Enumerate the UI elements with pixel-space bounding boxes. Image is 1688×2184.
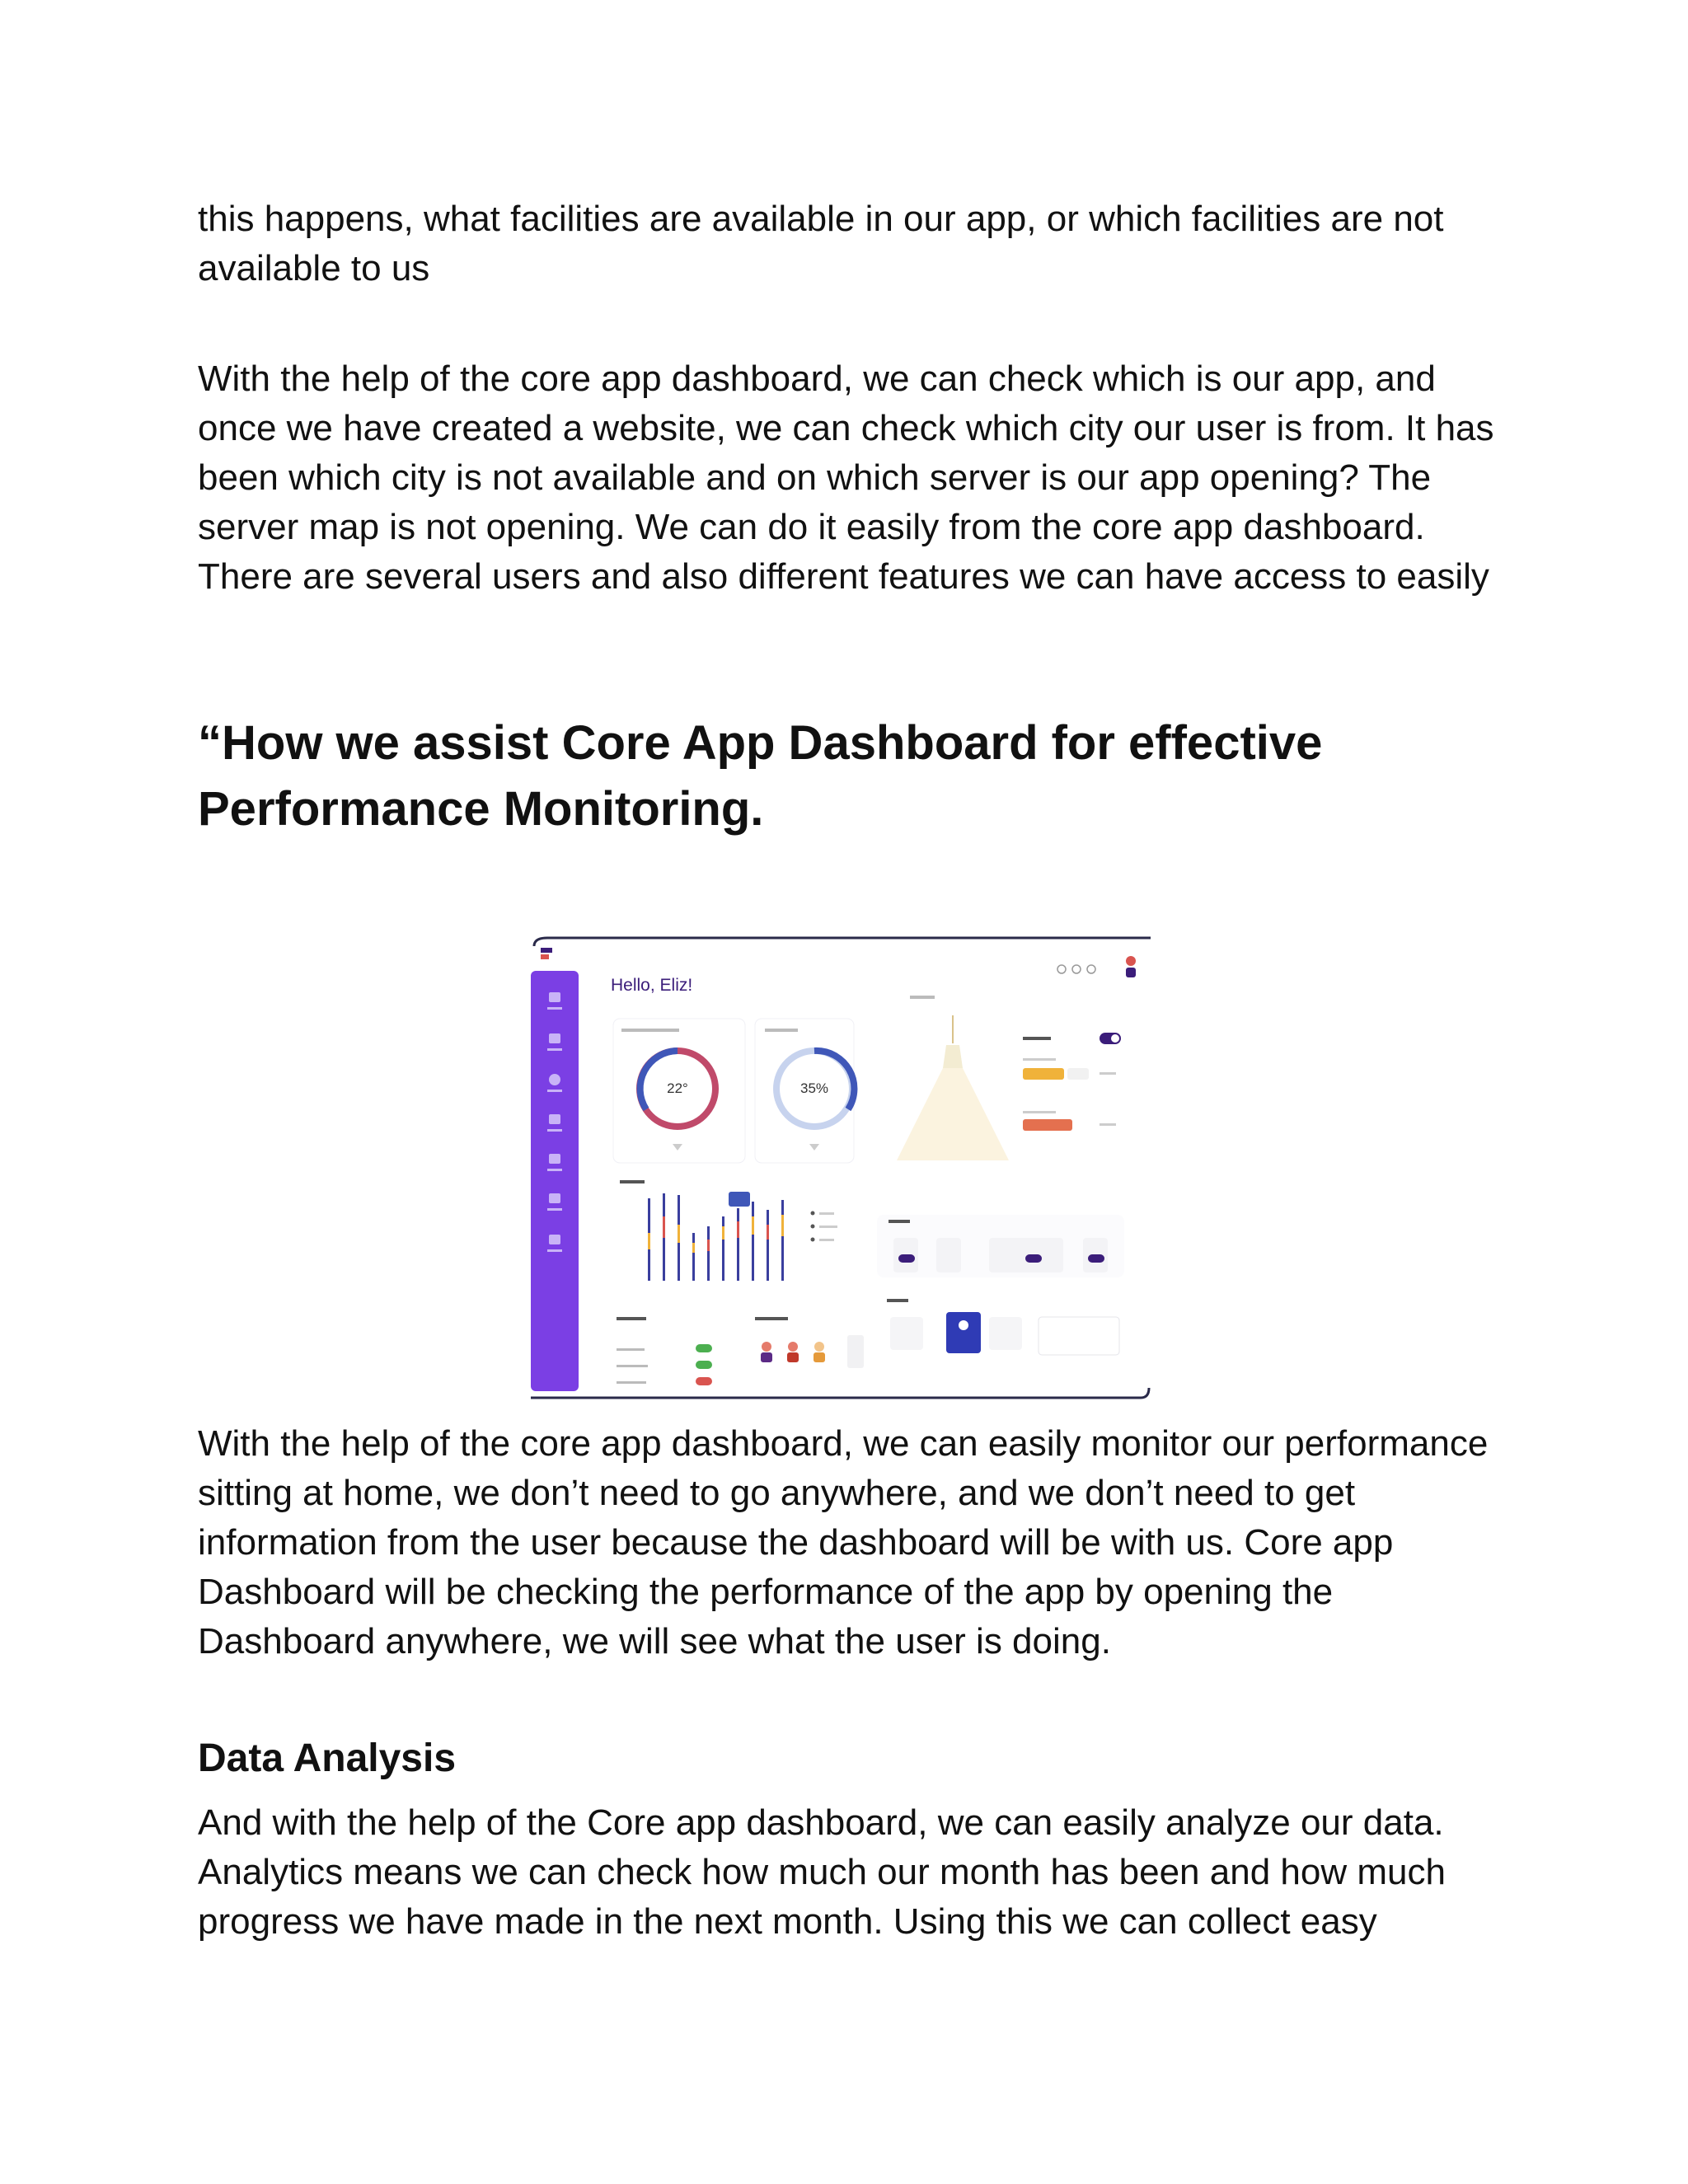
core-dashboard-paragraph: With the help of the core app dashboard, we can check which is our app, and once we have created a website, we can check which city our user is from. It has been which city is not available and on which server is our app opening? The server map is not opening. We can do it easily from the core app dashboard. There are several users and also different features we can have access to easily	[198, 359, 1494, 597]
humidity-gauge-value: 35%	[799, 1080, 829, 1096]
temperature-gauge-value: 22°	[667, 1080, 688, 1096]
dashboard-illustration	[531, 936, 1151, 1402]
data-analysis-paragraph: And with the help of the Core app dashboard, we can easily analyze our data. Analytics means we can check how much our month has been and how much progress we have made in the next month. Using this we can collect easy	[198, 1802, 1446, 1942]
data-analysis-heading: Data Analysis	[198, 1736, 457, 1780]
monitoring-paragraph: With the help of the core app dashboard, we can easily monitor our performance sitting at home, we don’t need to go anywhere, and we don’t need to get information from the user because the dashboard will be with us. Core app Dashboard will be checking the performance of the app by opening the Dashboard anywhere, we will see what the user is doing.	[198, 1423, 1489, 1661]
section-heading: “How we assist Core App Dashboard for effective Performance Monitoring.	[198, 716, 1323, 836]
dashboard-mockup	[531, 936, 1151, 1402]
dashboard-greeting: Hello, Eliz!	[611, 976, 693, 995]
intro-paragraph: this happens, what facilities are available in our app, or which facilities are not available to us	[198, 199, 1444, 288]
